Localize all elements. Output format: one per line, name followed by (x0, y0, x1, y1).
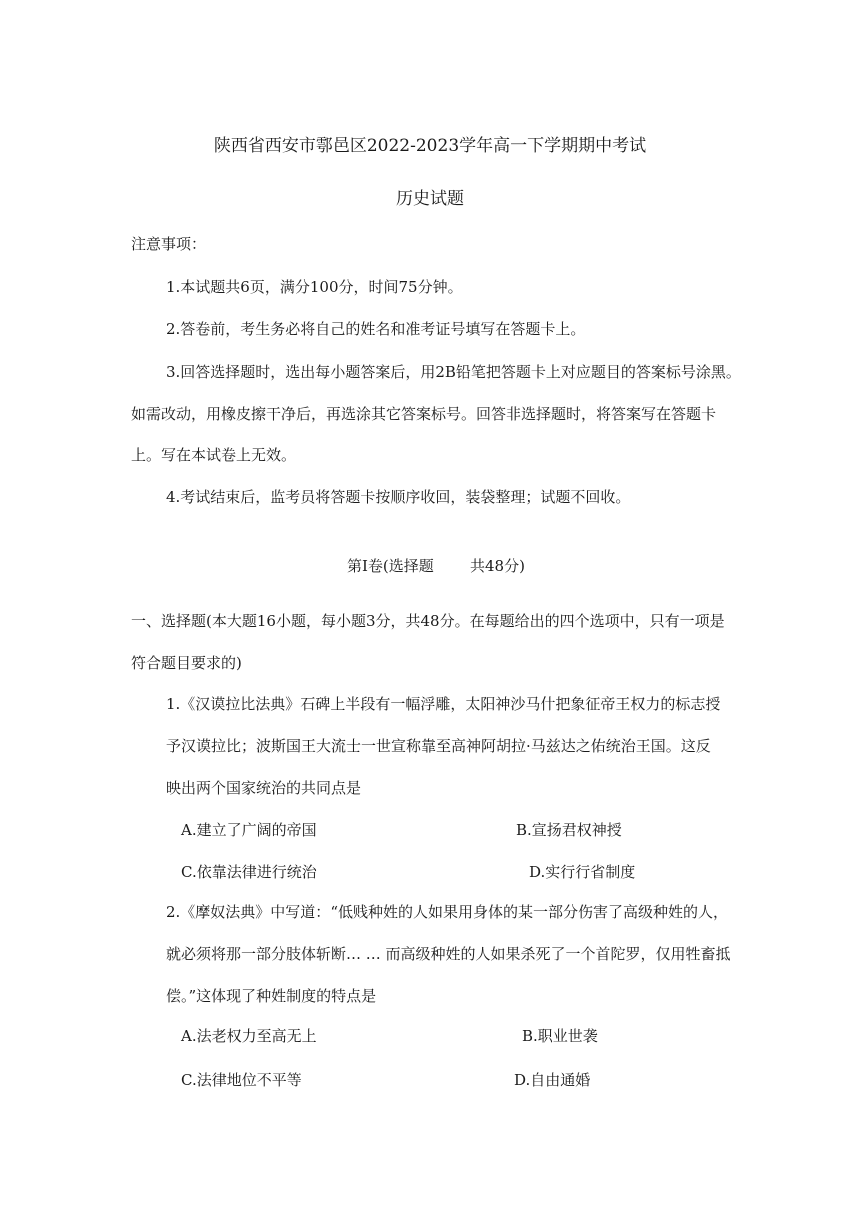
question-2-option-b: B.职业世袭 (522, 1027, 598, 1045)
exam-title: 陕西省西安市鄠邑区2022-2023学年高一下学期期中考试 (213, 136, 647, 156)
question-2-line-2: 就必须将那一部分肢体斩断… … 而高级种姓的人如果杀死了一个首陀罗，仅用牲畜抵 (166, 945, 731, 963)
section-intro-line-1: 一、选择题(本大题16小题，每小题3分，共48分。在每题给出的四个选项中，只有一项是 (131, 612, 725, 630)
question-2-option-c: C.法律地位不平等 (181, 1071, 302, 1089)
question-2-line-1: 2.《摩奴法典》中写道：“低贱种姓的人如果用身体的某一部分伤害了高级种姓的人， (166, 903, 728, 921)
question-1-line-2: 予汉谟拉比；波斯国王大流士一世宣称靠至高神阿胡拉·马兹达之佑统治王国。这反 (166, 737, 711, 755)
question-1-line-3: 映出两个国家统治的共同点是 (166, 779, 362, 797)
question-1-line-1: 1.《汉谟拉比法典》石碑上半段有一幅浮雕，太阳神沙马什把象征帝王权力的标志授 (166, 695, 721, 713)
section-heading-part-2: 共48分) (470, 557, 525, 575)
notice-item-2: 2.答卷前，考生务必将自己的姓名和准考证号填写在答题卡上。 (166, 320, 586, 338)
notice-item-3-line-3: 上。写在本试卷上无效。 (131, 446, 297, 464)
notice-item-1: 1.本试题共6页，满分100分，时间75分钟。 (166, 278, 463, 296)
notice-item-3-line-1: 3.回答选择题时，选出每小题答案后，用2B铅笔把答题卡上对应题目的答案标号涂黑。 (166, 363, 741, 381)
question-2-option-a: A.法老权力至高无上 (181, 1027, 317, 1045)
notice-item-4: 4.考试结束后，监考员将答题卡按顺序收回，装袋整理；试题不回收。 (166, 488, 631, 506)
section-heading-part-1: 第Ⅰ卷(选择题 (347, 557, 434, 575)
question-1-option-b: B.宣扬君权神授 (516, 821, 622, 839)
exam-subtitle: 历史试题 (396, 189, 464, 209)
question-1-option-c: C.依靠法律进行统治 (181, 863, 317, 881)
question-1-option-d: D.实行行省制度 (529, 863, 636, 881)
question-2-line-3: 偿。”这体现了种姓制度的特点是 (166, 987, 377, 1005)
question-1-option-a: A.建立了广阔的帝国 (181, 821, 317, 839)
notice-item-3-line-2: 如需改动，用橡皮擦干净后，再选涂其它答案标号。回答非选择题时，将答案写在答题卡 (131, 405, 717, 423)
notice-heading: 注意事项： (131, 235, 207, 253)
section-intro-line-2: 符合题目要求的) (131, 654, 242, 672)
question-2-option-d: D.自由通婚 (514, 1071, 591, 1089)
